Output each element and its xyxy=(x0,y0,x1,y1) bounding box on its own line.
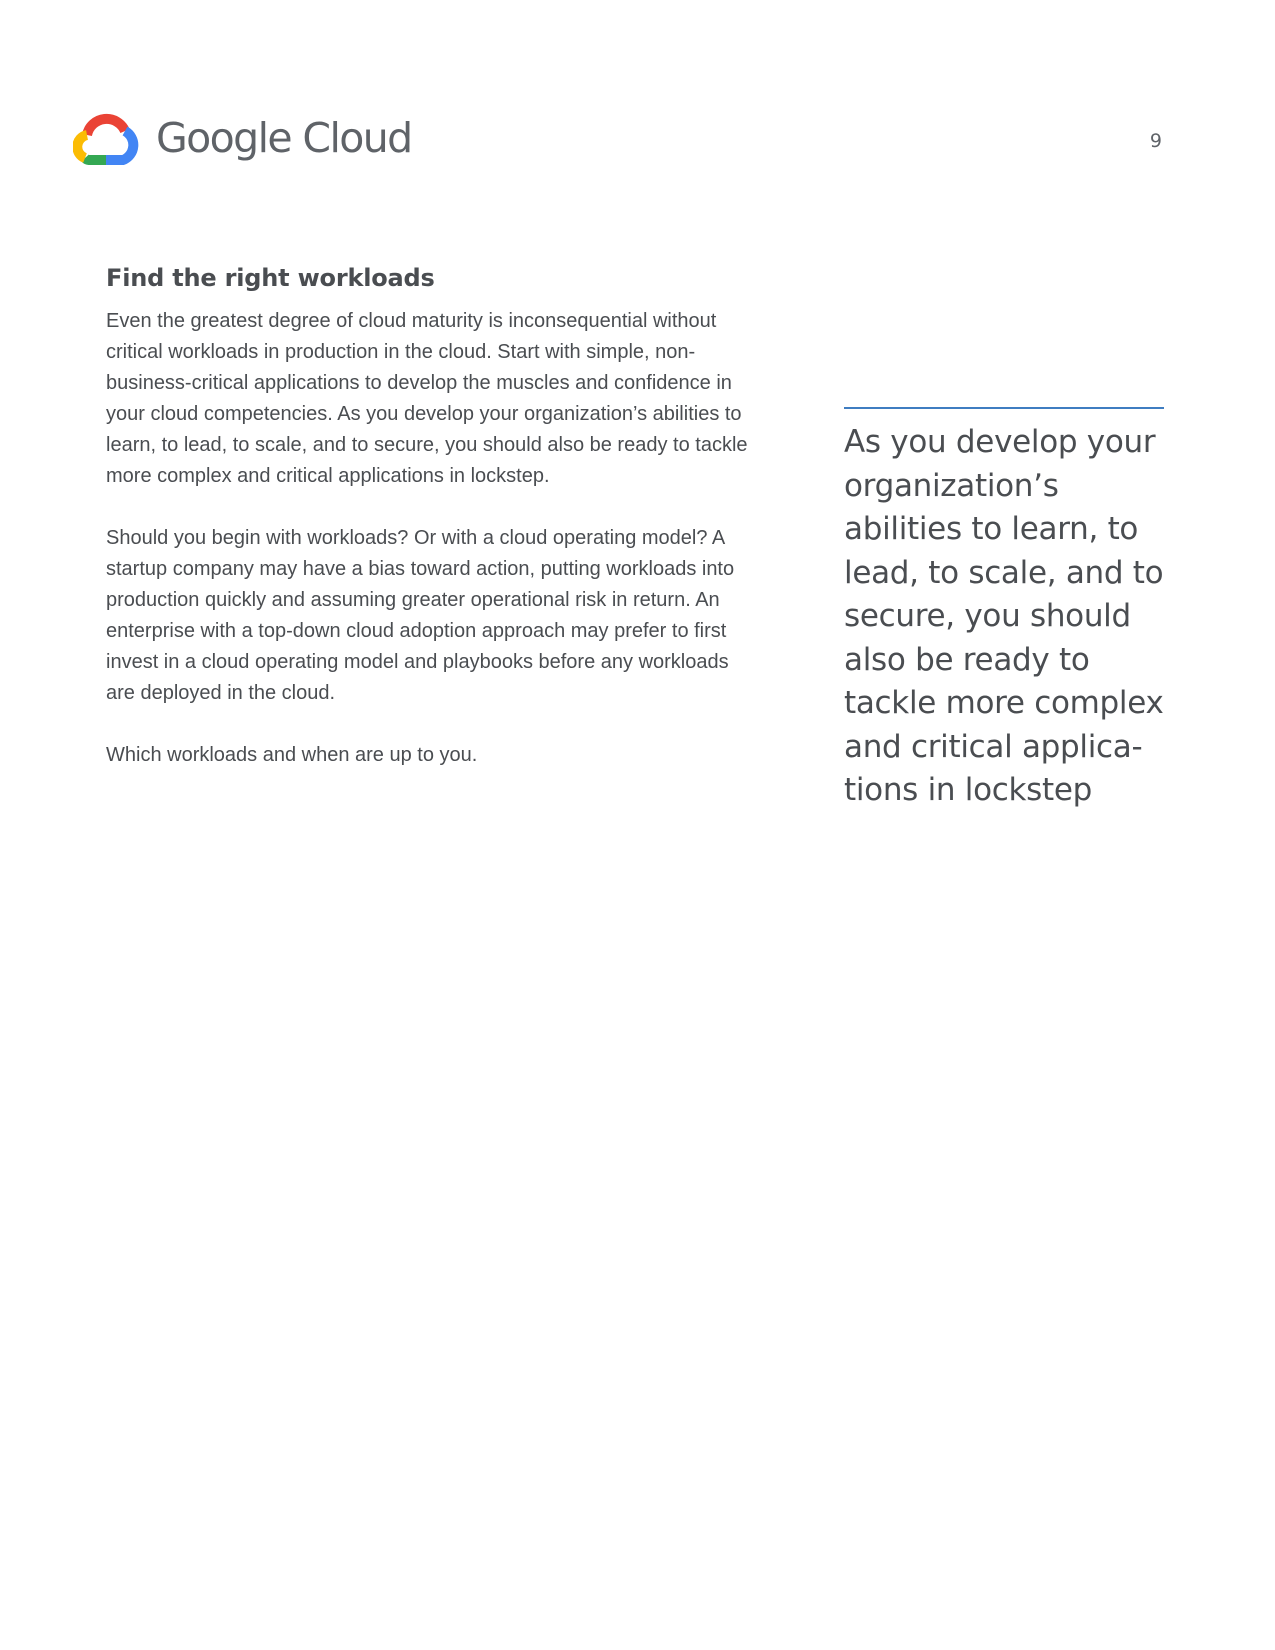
paragraph-2: Should you begin with workloads? Or with a cloud operating model? A startup company may have a bias toward action, putting workloads into production quickly and assuming greater operational risk in return. An enterprise with a top-down cloud adoption approach may prefer to first invest in a cloud operating model and playbooks before any workloads are deployed in the cloud. xyxy=(106,527,735,704)
paragraph-1: Even the greatest degree of cloud maturity is inconsequential without critical workloads in production in the cloud. Start with simple, non-business-critical applications to develop the muscles and confidence in your cloud competencies. As you develop your organization’s abilities to learn, to lead, to scale, and to secure, you should also be ready to tackle more complex and critical applications in lockstep. xyxy=(106,310,748,487)
pull-quote-divider xyxy=(844,407,1164,409)
page-number: 9 xyxy=(1149,130,1162,152)
section-heading: Find the right workloads xyxy=(106,264,435,292)
pull-quote xyxy=(844,407,1164,813)
google-cloud-logo xyxy=(73,110,412,166)
paragraph-3: Which workloads and when are up to you. xyxy=(106,744,478,766)
pull-quote-text: As you develop your organization’s abilities to learn, to lead, to scale, and to secure, you should also be ready to tackle more complex and critical applications in lockstep xyxy=(844,424,1164,808)
google-cloud-icon xyxy=(73,111,139,165)
main-content xyxy=(106,264,756,802)
logo-wordmark: Google Cloud xyxy=(156,114,412,162)
